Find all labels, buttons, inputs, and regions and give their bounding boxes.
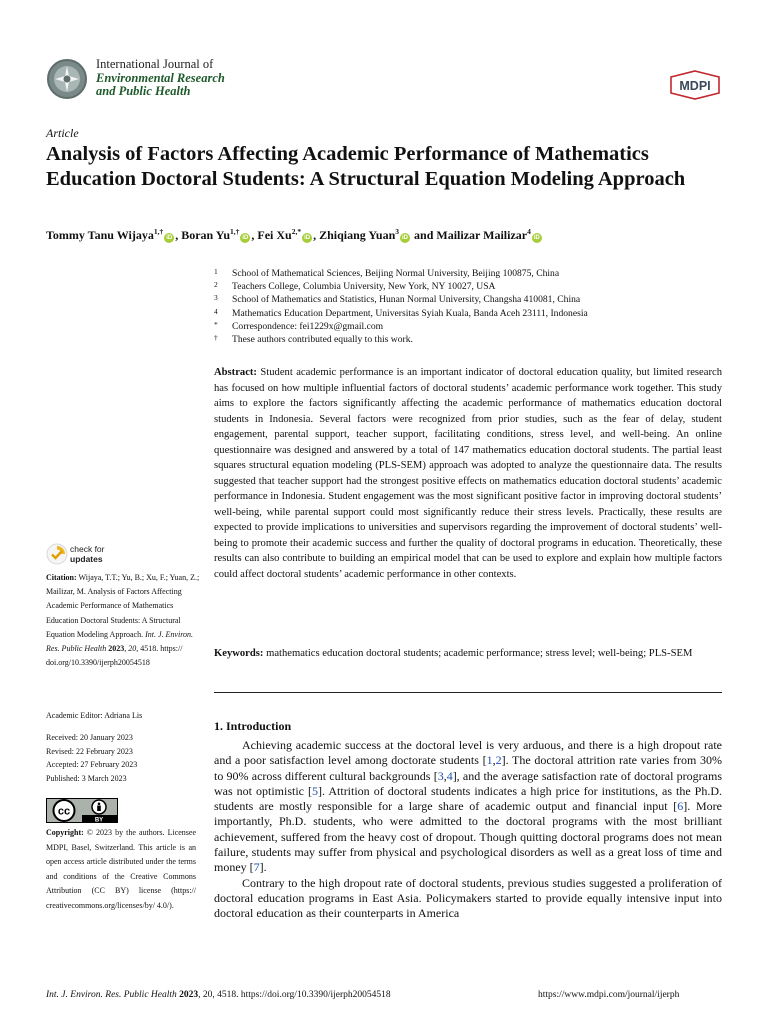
- affiliation-item: [214, 333, 724, 346]
- reference-link[interactable]: 6: [677, 799, 684, 814]
- check-updates-line2: updates: [70, 553, 103, 564]
- affiliation-text: Teachers College, Columbia University, New York, NY 10027, USA: [232, 281, 496, 293]
- paragraph-text: ]. Attrition of doctoral students indicates a high price for institutions, as the Ph.D. students are mostly responsible for a large share of academic output and financial input [: [214, 783, 723, 814]
- affiliation-text: School of Mathematics and Statistics, Hunan Normal University, Changsha 410081, China: [232, 294, 581, 306]
- copyright-text: © 2023 by the authors. Licensee MDPI, Basel, Switzerland. This article is an open access article distributed under the terms and conditions of the Creative Commons Attribution (CC BY) license (https:// creativecommons.org/licenses/by/ 4.0/).: [46, 828, 197, 910]
- affiliation-item: [214, 307, 724, 320]
- author-name: Mailizar Mailizar: [436, 228, 528, 242]
- author-affiliation-mark: 1,†: [230, 227, 240, 236]
- author-affiliation-mark: 1,†: [153, 227, 164, 236]
- paper-title: Analysis of Factors Affecting Academic Performance of Mathematics Education Doctoral Students: A Structural Equation Modeling Approach: [46, 143, 686, 190]
- affiliation-item: [214, 267, 724, 280]
- author-separator: ,: [175, 228, 182, 242]
- footer-journal-url[interactable]: https://www.mdpi.com/journal/ijerph: [538, 990, 680, 1000]
- orcid-icon[interactable]: iD: [533, 235, 540, 241]
- reference-link[interactable]: 4: [446, 768, 453, 783]
- citation-pages: , 4518. https://: [136, 644, 183, 654]
- reference-link[interactable]: 3: [437, 768, 444, 783]
- affiliation-item: [214, 293, 724, 306]
- citation-label: Citation:: [46, 573, 77, 582]
- correspondence-email[interactable]: Correspondence: fei1229x@gmail.com: [232, 320, 384, 332]
- abstract: [214, 365, 722, 582]
- affiliation-mark: *: [214, 319, 218, 329]
- author-list: [46, 227, 543, 243]
- reference-link[interactable]: 7: [253, 860, 260, 875]
- keywords-label: Keywords:: [214, 648, 264, 659]
- date-revised: Revised: 22 February 2023: [46, 746, 133, 756]
- check-updates-icon: [46, 543, 68, 565]
- citation-volume: 20: [128, 644, 137, 654]
- paragraph: Contrary to the high dropout rate of doctoral students, previous studies suggested a proliferation of doctoral education programs in East Asia. Policymakers started to provide equally intensive input into doctoral education as their counterparts in America: [214, 875, 722, 921]
- author-affiliation-mark: 3: [395, 227, 400, 236]
- abstract-label: Abstract:: [214, 367, 257, 378]
- journal-name: [96, 58, 225, 99]
- author-name: Tommy Tanu Wijaya: [46, 228, 154, 242]
- orcid-icon[interactable]: iD: [402, 235, 409, 241]
- paragraph-text: ]. More importantly, Ph.D. students, who were admitted to the doctoral programs with the most brilliant achievement, suffered from the heavy cost of dropout. Though quitting doctoral programs does not mean failure, students may suffer from physical and psychological disorders as well as a great loss of time and money [: [214, 799, 722, 875]
- journal-name-line1: International Journal of: [96, 57, 214, 71]
- affiliation-text: Mathematics Education Department, Universitas Syiah Kuala, Banda Aceh 23111, Indonesia: [232, 307, 588, 319]
- author-name: Boran Yu: [181, 228, 230, 242]
- keywords-text: mathematics education doctoral students; academic performance; stress level; well-being; PLS-SEM: [266, 648, 693, 659]
- cc-badge-cc: cc: [57, 805, 71, 818]
- article-type: Article: [46, 126, 79, 140]
- author-name: Fei Xu: [257, 228, 292, 242]
- affiliation-mark: 2: [214, 280, 218, 290]
- paragraph-text: ,: [492, 753, 496, 768]
- paragraph-text: ,: [443, 768, 447, 783]
- affiliation-mark: †: [214, 333, 218, 343]
- copyright-label: Copyright:: [46, 828, 84, 837]
- journal-name-line2: Environmental Research: [96, 70, 225, 85]
- abstract-text: Student academic performance is an important indicator of doctoral education quality, but limited research has focused on how multiple influential factors of doctoral students’ academic performance work together. This study aims to explore the factors significantly affecting the academic performance of mathematics education doctoral students in Indonesia. Several factors were recognized from prior studies, such as the fear of delay, student engagement, parental support, teacher support, facilitating conditions, stress level, and well-being. An online questionnaire was designed and answered by a total of 147 mathematics education doctoral students. The partial least squares structural equation modeling (PLS-SEM) approach was adopted to analyze the questionnaire data. The results suggested that teacher support had the strongest positive effects on mathematics education doctoral students’ academic performance in Indonesia. Student engagement was the most significant positive factor in improving doctoral students’ well-being, while parental support could most significantly reduce their stress levels. Practically, these results are expected to provide implications to universities and supervisors regarding the improvement of doctoral students’ well-being to promote their academic success and further the quality of doctoral programs in education. Theoretically, these results can also contribute to building an empirical model that can be used to explore and explain how multiple factors could affect doctoral students’ academic performance in other contexts.: [214, 367, 722, 580]
- mdpi-logo: [669, 70, 721, 100]
- orcid-icon[interactable]: iD: [304, 235, 311, 241]
- check-updates-button[interactable]: [46, 543, 156, 567]
- citation-year: 2023: [108, 644, 125, 654]
- footer-journal: Int. J. Environ. Res. Public Health: [46, 990, 177, 1000]
- affiliation-text: These authors contributed equally to this work.: [232, 334, 413, 346]
- author-separator: ,: [313, 228, 320, 242]
- journal-name-line3: and Public Health: [96, 84, 191, 98]
- footer-citation: [46, 990, 391, 1000]
- check-updates-line1: check for: [70, 544, 105, 554]
- author-affiliation-mark: 4: [527, 227, 531, 236]
- date-accepted: Accepted: 27 February 2023: [46, 760, 138, 769]
- affiliation-item: [214, 280, 724, 293]
- affiliation-item: [214, 320, 724, 333]
- citation-journal: Int. J. Environ. Res. Public Health: [46, 629, 194, 654]
- citation-block: Citation: Wijaya, T.T.; Yu, B.; Xu, F.; Yuan, Z.; Mailizar, M. Analysis of Factors Affecting Academic Performance of Mathematics Education Doctoral Students: A Structural Equation Modeling Approach. Int. J. Environ. Res. Public Health 2023, 20, 4518. https:// doi.org/10.3390/ijerph20054518: [46, 573, 200, 668]
- cc-by-license-icon[interactable]: [46, 798, 118, 823]
- affiliation-list: [214, 267, 724, 346]
- cc-badge-by: BY: [94, 817, 104, 823]
- footer-year: 2023: [179, 990, 199, 1000]
- keywords: [214, 646, 722, 662]
- mdpi-logo-text: MDPI: [679, 79, 711, 93]
- date-published: Published: 3 March 2023: [46, 773, 127, 783]
- author-affiliation-mark: 2,*: [291, 227, 302, 236]
- section-divider: [214, 692, 722, 693]
- reference-link[interactable]: 5: [312, 783, 319, 798]
- paragraph-text: ], and the average satisfaction rate of doctoral programs was not optimistic [: [214, 768, 722, 798]
- orcid-icon[interactable]: iD: [166, 235, 173, 241]
- paragraph-text: Achieving academic success at the doctoral level is very arduous, and there is a high dropout rate and a poor satisfaction level among doctorate students [: [214, 738, 722, 768]
- reference-link[interactable]: 2: [495, 753, 502, 768]
- affiliation-mark: 4: [214, 306, 218, 316]
- section-heading: 1. Introduction: [214, 719, 292, 733]
- paragraph-text: ]. The doctoral attrition rate varies from 30% to 90% across different cultural backgrounds [: [214, 753, 722, 783]
- citation-text: Wijaya, T.T.; Yu, B.; Xu, F.; Yuan, Z.; Mailizar, M. Analysis of Factors Affecting Academic Performance of Mathematics Education Doctoral Students: A Structural Equation Modeling Approach.: [46, 573, 200, 639]
- affiliation-text: School of Mathematical Sciences, Beijing Normal University, Beijing 100875, China: [232, 268, 560, 279]
- affiliation-mark: 3: [214, 293, 218, 303]
- paragraph: [214, 738, 722, 876]
- author-separator: and: [411, 228, 437, 242]
- publication-dates: [46, 731, 137, 785]
- citation-doi-link[interactable]: doi.org/10.3390/ijerph20054518: [46, 658, 150, 668]
- orcid-icon[interactable]: iD: [242, 235, 249, 241]
- introduction-body: [214, 738, 722, 922]
- reference-link[interactable]: 1: [486, 753, 493, 768]
- date-received: Received: 20 January 2023: [46, 733, 133, 742]
- author-separator: ,: [251, 228, 258, 242]
- author-name: Zhiqiang Yuan: [319, 228, 396, 242]
- journal-emblem-icon: [46, 58, 88, 100]
- copyright-notice: [46, 826, 196, 914]
- academic-editor: Academic Editor: Adriana Lis: [46, 711, 143, 720]
- affiliation-mark: 1: [214, 267, 218, 276]
- footer-citation-rest: , 20, 4518. https://doi.org/10.3390/ijerph20054518: [198, 990, 391, 1000]
- paragraph-text: ].: [259, 860, 267, 875]
